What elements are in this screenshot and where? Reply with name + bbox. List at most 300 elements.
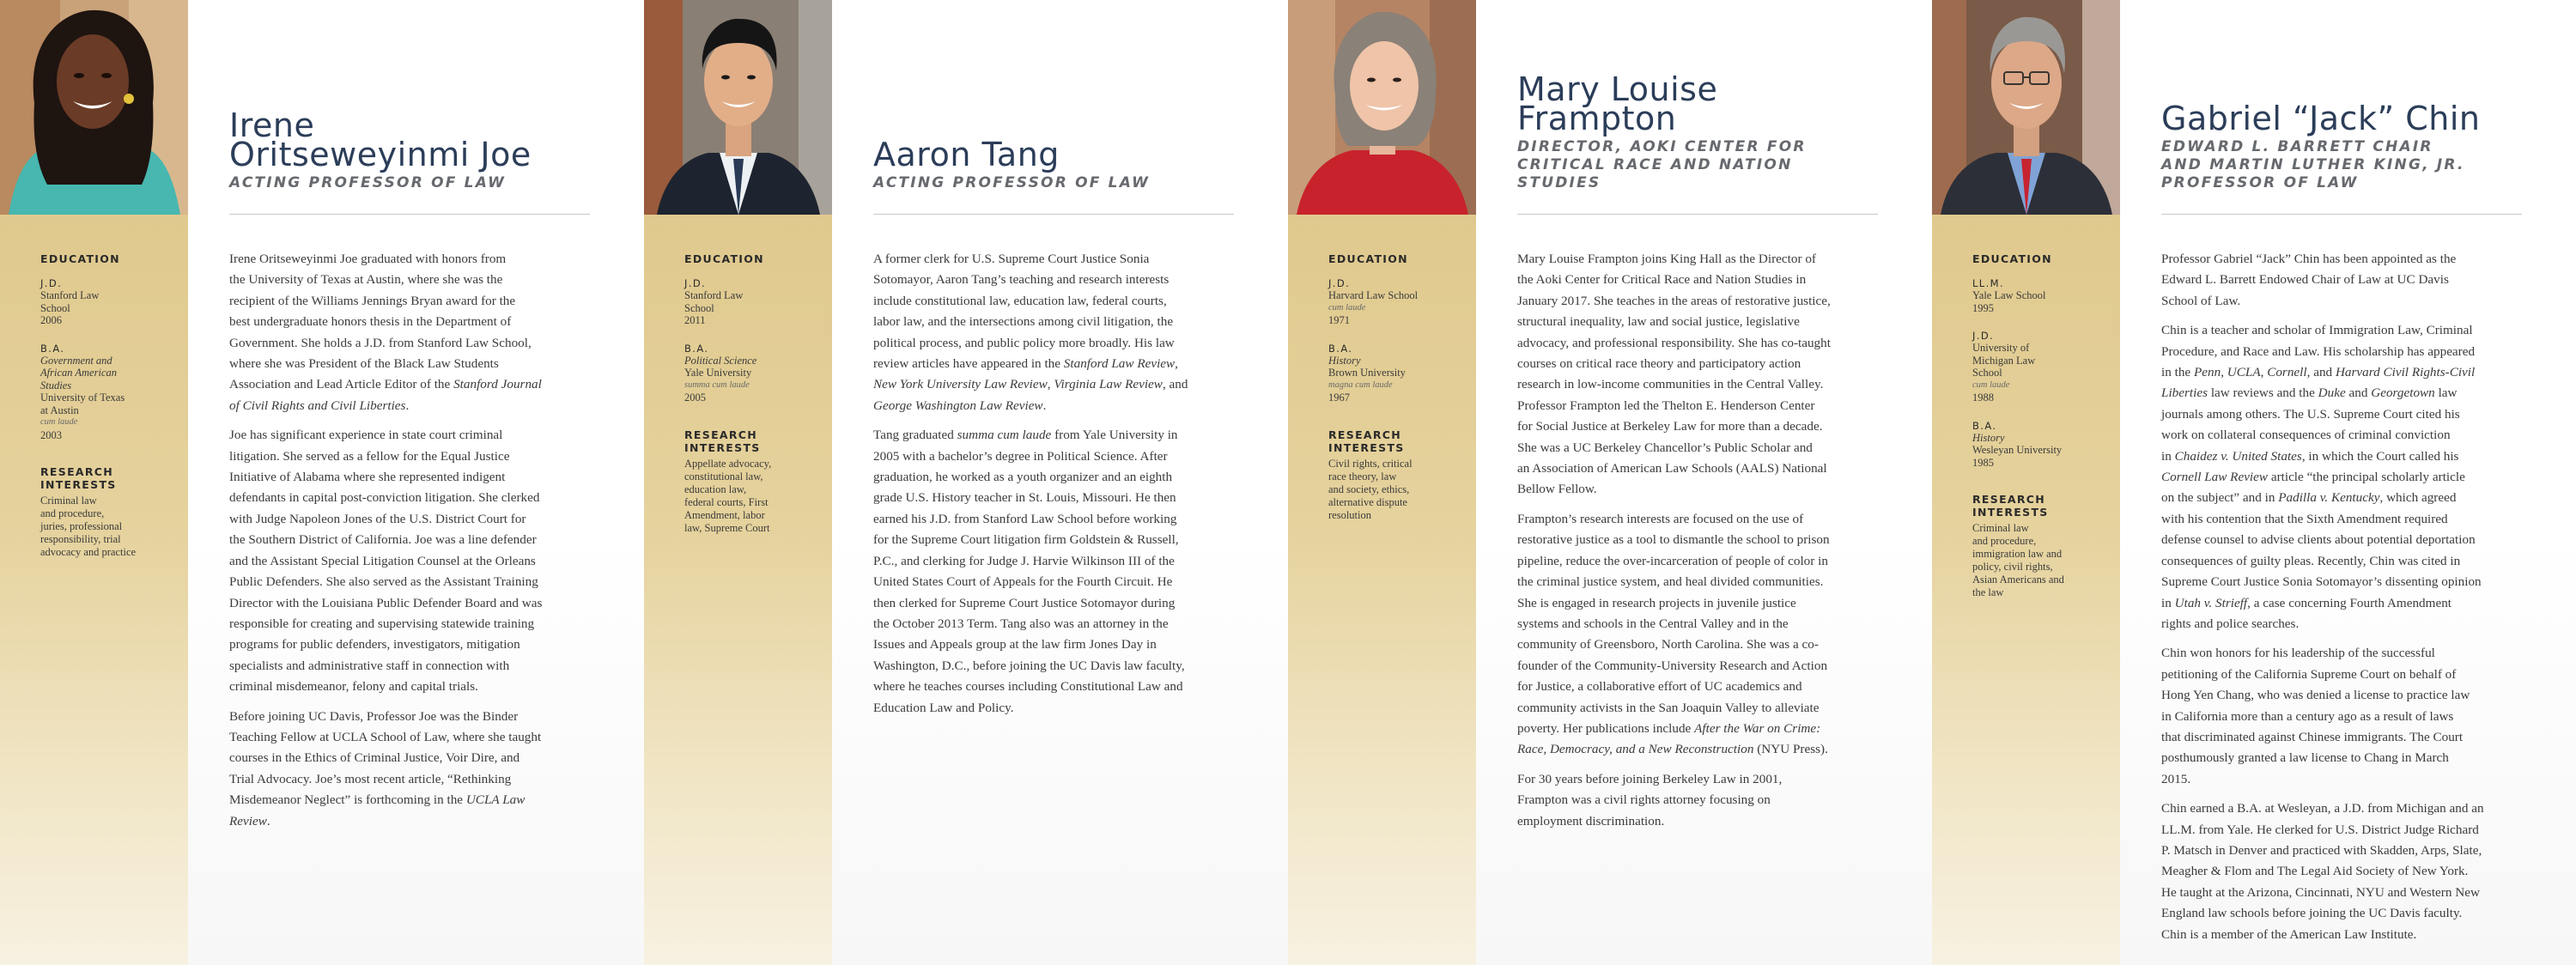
name-block xyxy=(873,136,1251,215)
research-line: Asian Americans and xyxy=(1972,574,2064,586)
bio-line xyxy=(873,551,1244,572)
faculty-name xyxy=(2161,100,2539,137)
research-heading: RESEARCH xyxy=(1972,493,2046,506)
bio-italic-text: Duke xyxy=(2318,385,2346,401)
bio-line xyxy=(2161,404,2532,425)
research-line: federal courts, First xyxy=(684,495,769,508)
bio-line xyxy=(873,312,1244,332)
bio-line xyxy=(1517,614,1888,634)
bio-text: posthumously granted a law license to Chang in March xyxy=(2161,750,2449,766)
bio-italic-text: New York University Law Review xyxy=(873,377,1048,392)
bio-line xyxy=(2161,383,2532,404)
name-block xyxy=(229,106,607,215)
major: History xyxy=(1328,354,1361,367)
main-column xyxy=(2120,0,2576,965)
degree-year: 1985 xyxy=(1972,456,1994,469)
bio-paragraph xyxy=(229,249,600,416)
research-line: alternative dispute xyxy=(1328,495,1407,508)
bio-line xyxy=(873,291,1244,312)
bio-italic-text: of Civil Rights and Civil Liberties xyxy=(229,398,406,413)
bio-text: , which agreed xyxy=(2379,490,2457,506)
bio-line xyxy=(1517,291,1888,312)
major: African American xyxy=(40,367,117,379)
bio-text: an Association of American Law Schools (AALS) National xyxy=(1517,461,1827,476)
bio-line xyxy=(2161,551,2532,572)
bio-text: work on collateral consequences of criminal conviction xyxy=(2161,428,2451,443)
title-line: ACTING PROFESSOR OF LAW xyxy=(873,174,1151,191)
bio-line xyxy=(2161,249,2532,270)
bio-text: best undergraduate honors thesis in the Department of xyxy=(229,314,512,330)
bio-line xyxy=(873,333,1244,354)
portrait-photo xyxy=(644,0,832,215)
bio-text: structural inequality, law and social justice, legislative xyxy=(1517,314,1800,330)
bio-line xyxy=(229,769,600,790)
bio-text: Procedure, and Race and Law. His scholarship has appeared xyxy=(2161,343,2476,359)
bio-line xyxy=(2161,903,2532,924)
main-column xyxy=(188,0,644,965)
bio-line xyxy=(1517,551,1888,572)
bio-line xyxy=(2161,748,2532,768)
bio-line xyxy=(229,811,600,832)
research-list xyxy=(1328,458,1466,522)
bio-text: Frampton was a civil rights attorney focusing on xyxy=(1517,792,1771,808)
bio-line xyxy=(229,396,600,416)
bio-italic-text: UCLA Law xyxy=(465,792,526,808)
bio-line xyxy=(2161,488,2532,508)
bio-text: in xyxy=(2161,595,2175,610)
bio-text: community activists in the San Joaquin Valley to alleviate xyxy=(1517,700,1820,715)
education-heading: EDUCATION xyxy=(1972,252,2052,265)
bio-line xyxy=(1517,656,1888,677)
bio-line xyxy=(873,656,1244,677)
bio-line xyxy=(229,467,600,488)
research-heading: INTERESTS xyxy=(1972,506,2049,519)
bio-text: , xyxy=(1047,377,1054,392)
research-heading: RESEARCH xyxy=(1328,428,1402,441)
honors: summa cum laude xyxy=(684,379,750,390)
bio-paragraph xyxy=(2161,320,2532,634)
bio-line xyxy=(2161,320,2532,341)
bio-text: for the Supreme Court litigation firm Goldstein & Russell, xyxy=(873,532,1179,548)
bio-line xyxy=(1517,739,1888,760)
bio-line xyxy=(1517,458,1888,479)
bio-line xyxy=(2161,861,2532,882)
bio-text: , xyxy=(1175,356,1178,372)
bio-line xyxy=(873,614,1244,634)
school-name: Michigan Law xyxy=(1972,354,2036,367)
bio-line xyxy=(229,790,600,810)
bio-text: recipient of the Williams Jennings Bryan award for the xyxy=(229,293,516,308)
research-line: policy, civil rights, xyxy=(1972,561,2053,573)
bio-line xyxy=(873,396,1244,416)
bio-italic-text: Penn xyxy=(2193,365,2221,380)
bio-line xyxy=(873,374,1244,395)
bio-line xyxy=(229,488,600,508)
bio-text: January 2017. She teaches in the areas of restorative justice, xyxy=(1517,293,1831,308)
bio-text: labor law, and the intersections among civil litigation, the xyxy=(873,314,1174,330)
bio-line xyxy=(2161,446,2532,467)
faculty-panel-4 xyxy=(1932,0,2576,965)
bio-text: Association and Lead Article Editor of the xyxy=(229,377,454,392)
bio-line xyxy=(1517,312,1888,332)
bio-line xyxy=(229,677,600,697)
bio-paragraph xyxy=(873,425,1244,719)
education-heading: EDUCATION xyxy=(1328,252,1408,265)
research-interests xyxy=(1972,493,2110,599)
research-interests xyxy=(1328,428,1466,522)
bio-italic-text: Stanford Journal xyxy=(453,377,542,392)
bio-text: specialists and administrative staff in connection with xyxy=(229,658,510,673)
bio-text: programs for public defenders, investigators, mitigation xyxy=(229,637,520,652)
bio-line xyxy=(2161,643,2532,664)
bio-text: then clerked for Supreme Court Justice Sotomayor during xyxy=(873,595,1176,610)
degree-label: J.D. xyxy=(40,277,63,289)
education-column xyxy=(40,252,178,559)
bio-text: Mary Louise Frampton joins King Hall as the Director of xyxy=(1517,252,1816,266)
bio-text: Bellow Fellow. xyxy=(1517,482,1597,497)
title-line: AND MARTIN LUTHER KING, JR. xyxy=(2161,156,2465,173)
bio-italic-text: UCLA xyxy=(2227,365,2261,380)
bio-line xyxy=(2161,665,2532,685)
bio-line xyxy=(229,291,600,312)
main-column xyxy=(832,0,1288,965)
bio-text: earned his J.D. from Stanford Law School before working xyxy=(873,511,1177,526)
bio-text: law reviews and the xyxy=(2208,385,2318,401)
bio-text: rights and police searches. xyxy=(2161,616,2300,631)
bio-text: restorative justice as a tool to dismantle the school to prison xyxy=(1517,532,1830,548)
bio-text: research in low-income communities in the Central Valley. xyxy=(1517,377,1824,392)
bio-line xyxy=(229,707,600,727)
degree-year: 2006 xyxy=(40,314,62,326)
bio-text: with Judge Napoleon Jones of the U.S. District Court for xyxy=(229,511,526,526)
research-list xyxy=(684,458,822,535)
bio-line xyxy=(2161,530,2532,550)
bio-text: 2015. xyxy=(2161,771,2191,786)
bio-paragraph xyxy=(873,249,1244,416)
degree-label: B.A. xyxy=(1972,419,1997,432)
bio-paragraph xyxy=(1517,249,1888,501)
research-interests xyxy=(40,465,178,559)
bio-text: England law schools before joining the UC Davis faculty. xyxy=(2161,906,2463,921)
research-line: immigration law and xyxy=(1972,548,2063,560)
faculty-title xyxy=(2161,138,2539,192)
school-name: Harvard Law School xyxy=(1328,289,1419,301)
bio-italic-text: Review xyxy=(229,813,267,828)
bio-line xyxy=(1517,719,1888,739)
research-heading: RESEARCH xyxy=(684,428,758,441)
sidebar xyxy=(644,0,832,965)
bio-line xyxy=(873,509,1244,530)
research-line: Criminal law xyxy=(1972,522,2029,534)
bio-text: law xyxy=(2434,385,2458,401)
bio-line xyxy=(873,572,1244,592)
bio-line xyxy=(229,333,600,354)
bio-line xyxy=(2161,467,2532,488)
bio-text: consequences of guilty pleas. Recently, Chin was cited in xyxy=(2161,553,2461,568)
bio-text: include constitutional law, education law, federal courts, xyxy=(873,293,1167,308)
honors: magna cum laude xyxy=(1328,379,1393,390)
bio-text: P.C., and clerking for Judge J. Harvie Wilkinson III of the xyxy=(873,553,1175,568)
bio-line xyxy=(1517,416,1888,437)
name-header xyxy=(1476,0,1932,215)
research-line: Amendment, labor xyxy=(684,508,765,521)
bio-text: advocacy, and professional responsibility. She has co-taught xyxy=(1517,335,1831,350)
portrait-photo xyxy=(1932,0,2120,215)
bio-text: courses on critical race theory and participatory action xyxy=(1517,356,1801,372)
name-line: Frampton xyxy=(1517,100,1677,137)
bio-text: Professor Gabriel “Jack” Chin has been appointed as the xyxy=(2161,252,2457,266)
bio-text: in xyxy=(2161,448,2175,464)
bio-paragraph xyxy=(229,707,600,832)
bio-line xyxy=(1517,374,1888,395)
bio-line xyxy=(229,425,600,446)
title-line: CRITICAL RACE AND NATION xyxy=(1517,156,1793,173)
bio-text: Teaching Fellow at UCLA School of Law, where she taught xyxy=(229,729,542,744)
bio-text: defendants in capital post-conviction litigation. She clerked xyxy=(229,490,540,506)
bio-line xyxy=(229,374,600,395)
bio-line xyxy=(2161,925,2532,945)
honors: cum laude xyxy=(40,417,78,427)
research-line: responsibility, trial xyxy=(40,533,121,545)
education-heading: EDUCATION xyxy=(40,252,120,265)
bio-line xyxy=(2161,769,2532,790)
bio-line xyxy=(229,593,600,614)
faculty-title xyxy=(229,174,607,192)
research-line: advocacy and practice xyxy=(40,546,137,558)
bio-line xyxy=(1517,479,1888,500)
bio-line xyxy=(2161,841,2532,861)
bio-text: Sotomayor, Aaron Tang’s teaching and research interests xyxy=(873,272,1170,288)
bio-text: Joe has significant experience in state court criminal xyxy=(229,428,503,443)
name-line: Aaron Tang xyxy=(873,136,1060,173)
name-block xyxy=(2161,100,2539,215)
bio-line xyxy=(1517,790,1888,810)
school-name: University of Texas xyxy=(40,391,125,404)
bio-text: . xyxy=(266,813,270,828)
bio-text: journals among others. The U.S. Supreme Court cited his xyxy=(2161,406,2460,422)
bio-text: United States Court of Appeals for the Fourth Circuit. He xyxy=(873,574,1173,590)
faculty-title xyxy=(1517,138,1895,192)
bio-line xyxy=(873,593,1244,614)
bio-line xyxy=(1517,354,1888,374)
bio-line xyxy=(873,446,1244,467)
research-list xyxy=(1972,522,2110,599)
bio-italic-text: Virginia Law Review xyxy=(1054,377,1163,392)
divider xyxy=(873,214,1234,215)
bio-text: A former clerk for U.S. Supreme Court Justice Sonia xyxy=(873,252,1150,266)
school-name: Wesleyan University xyxy=(1972,444,2063,456)
bio-text: Meagher & Flom and The Legal Aid Society of New York. xyxy=(2161,864,2469,879)
bio-line xyxy=(1517,396,1888,416)
name-line: Mary Louise xyxy=(1517,70,1718,108)
school-name: at Austin xyxy=(40,404,79,416)
bio-text: the Aoki Center for Critical Race and Nation Studies in xyxy=(1517,272,1807,288)
bio-paragraph xyxy=(2161,249,2532,312)
bio-text: , xyxy=(2221,365,2227,380)
bio-italic-text: Padilla v. Kentucky xyxy=(2278,490,2380,506)
bio-text: that discriminated against Chinese immigrants. The Court xyxy=(2161,729,2464,744)
bio-italic-text: summa cum laude xyxy=(957,428,1052,443)
bio-text: Before joining UC Davis, Professor Joe was the Binder xyxy=(229,708,519,724)
bio-text: article “the principal scholarly article xyxy=(2268,470,2465,485)
bio-line xyxy=(229,312,600,332)
major: Studies xyxy=(40,379,72,391)
bio-line xyxy=(229,727,600,748)
school-name: Stanford Law xyxy=(684,289,744,301)
name-block xyxy=(1517,70,1895,215)
degree-year: 1988 xyxy=(1972,391,1994,404)
bio-text: . xyxy=(1042,398,1047,413)
bio-text: (NYU Press). xyxy=(1753,742,1828,757)
name-header xyxy=(832,0,1288,215)
bio-italic-text: Cornell xyxy=(2267,365,2307,380)
biography xyxy=(2161,249,2532,954)
school-name: Brown University xyxy=(1328,367,1406,379)
bio-line xyxy=(229,748,600,768)
bio-text: where he teaches courses including Constitutional Law and xyxy=(873,679,1183,695)
bio-line xyxy=(2161,707,2532,727)
name-line: Irene xyxy=(229,106,315,144)
bio-text: Chin won honors for his leadership of the successful xyxy=(2161,646,2435,661)
major: Political Science xyxy=(684,354,757,367)
research-list xyxy=(40,495,178,559)
title-line: STUDIES xyxy=(1517,174,1601,191)
bio-text: Tang graduated xyxy=(873,428,957,443)
bio-text: , and xyxy=(1162,377,1188,392)
bio-line xyxy=(229,551,600,572)
degree-label: LL.M. xyxy=(1972,277,2005,289)
honors: cum laude xyxy=(1328,302,1366,313)
bio-line xyxy=(1517,593,1888,614)
bio-line xyxy=(2161,614,2532,634)
name-line: Gabriel “Jack” Chin xyxy=(2161,100,2481,137)
bio-text: with his contention that the Sixth Amendment required xyxy=(2161,511,2448,526)
faculty-panel-2 xyxy=(644,0,1288,965)
degree-label: B.A. xyxy=(684,342,709,355)
bio-line xyxy=(229,656,600,677)
research-line: Criminal law xyxy=(40,495,97,507)
bio-text: Education Law and Policy. xyxy=(873,700,1014,715)
research-line: race theory, law xyxy=(1328,470,1397,482)
bio-text: employment discrimination. xyxy=(1517,813,1665,828)
bio-text: for Justice, a collaborative effort of UC academics and xyxy=(1517,679,1802,695)
bio-line xyxy=(873,698,1244,719)
bio-line xyxy=(2161,883,2532,903)
education-column xyxy=(1972,252,2110,599)
portrait-photo xyxy=(1288,0,1476,215)
title-line: EDWARD L. BARRETT CHAIR xyxy=(2161,138,2433,155)
degree-label: J.D. xyxy=(1972,330,1995,342)
bio-text: Chin is a member of the American Law Institute. xyxy=(2161,926,2417,942)
bio-text: in California more than a century ago as a result of laws xyxy=(2161,708,2454,724)
bio-text: Initiative of Alabama where she represented indigent xyxy=(229,470,506,485)
bio-text: the October 2013 Term. Tang also was an attorney in the xyxy=(873,616,1169,631)
bio-line xyxy=(1517,698,1888,719)
research-line: and society, ethics, xyxy=(1328,482,1410,495)
bio-text: Washington, D.C., before joining the UC Davis law faculty, xyxy=(873,658,1185,673)
bio-text: pipeline, reduce the over-incarceration of people of color in xyxy=(1517,553,1828,568)
bio-text: 2005 with a bachelor’s degree in Political Science. After xyxy=(873,448,1168,464)
bio-text: , in which the Court called his xyxy=(2301,448,2459,464)
bio-line xyxy=(2161,593,2532,614)
bio-text: review articles have appeared in the xyxy=(873,356,1064,372)
faculty-panel-3 xyxy=(1288,0,1932,965)
faculty-name xyxy=(229,106,607,173)
bio-italic-text: Georgetown xyxy=(2371,385,2435,401)
degree-year: 1967 xyxy=(1328,391,1350,404)
bio-text: founder of the Community-University Research and Action xyxy=(1517,658,1828,673)
name-header xyxy=(2120,0,2576,215)
degree-label: B.A. xyxy=(1328,342,1353,355)
bio-text: on the subject” and in xyxy=(2161,490,2279,506)
research-line: Civil rights, critical xyxy=(1328,457,1413,470)
faculty-title xyxy=(873,174,1251,192)
school-name: School xyxy=(684,301,714,314)
research-line: the law xyxy=(1972,586,2004,598)
bio-line xyxy=(873,270,1244,290)
bio-text: Chin is a teacher and scholar of Immigration Law, Criminal xyxy=(2161,323,2473,338)
bio-line xyxy=(2161,291,2532,312)
bio-line xyxy=(2161,727,2532,748)
biography xyxy=(873,249,1244,727)
bio-text: School of Law. xyxy=(2161,293,2241,308)
research-line: Appellate advocacy, xyxy=(684,457,772,470)
faculty-name xyxy=(1517,70,1895,137)
bio-text: Trial Advocacy. Joe’s most recent article, “Rethinking xyxy=(229,771,512,786)
bio-line xyxy=(229,614,600,634)
bio-paragraph xyxy=(1517,769,1888,832)
bio-text: Edward L. Barrett Endowed Chair of Law at UC Davis xyxy=(2161,272,2449,288)
bio-text: political process, and public policy more broadly. His law xyxy=(873,335,1175,350)
bio-text: the Southern District of California. Joe was a line defender xyxy=(229,532,537,548)
bio-text: Professor Frampton led the Thelton E. Henderson Center xyxy=(1517,398,1815,413)
bio-line xyxy=(2161,820,2532,841)
bio-line xyxy=(2161,342,2532,362)
bio-line xyxy=(1517,249,1888,270)
school-name: Yale University xyxy=(684,367,752,379)
bio-text: the University of Texas at Austin, where she was the xyxy=(229,272,503,288)
bio-line xyxy=(229,530,600,550)
bio-text: Issues and Appeals group at the law firm Jones Day in xyxy=(873,637,1157,652)
bio-text: and xyxy=(2345,385,2372,401)
bio-line xyxy=(1517,270,1888,290)
bio-text: from Yale University in xyxy=(1051,428,1178,443)
bio-text: poverty. Her publications include xyxy=(1517,720,1695,736)
bio-line xyxy=(229,354,600,374)
degree-label: B.A. xyxy=(40,342,65,355)
bio-line xyxy=(1517,677,1888,697)
bio-text: grade U.S. History teacher in St. Louis, Missouri. He then xyxy=(873,490,1176,506)
bio-italic-text: Stanford Law Review xyxy=(1063,356,1176,372)
education-heading: EDUCATION xyxy=(684,252,764,265)
honors: cum laude xyxy=(1972,379,2010,390)
bio-italic-text: Liberties xyxy=(2161,385,2208,401)
degree-year: 1971 xyxy=(1328,314,1350,326)
bio-line xyxy=(229,249,600,270)
bio-line xyxy=(2161,362,2532,383)
bio-text: Government. She holds a J.D. from Stanford Law School, xyxy=(229,335,532,350)
bio-text: responsible for creating and supervising statewide training xyxy=(229,616,535,631)
bio-text: He taught at the Arizona, Cincinnati, NYU and Western New xyxy=(2161,884,2480,900)
bio-line xyxy=(873,467,1244,488)
bio-paragraph xyxy=(2161,643,2532,790)
bio-line xyxy=(229,270,600,290)
bio-text: defense counsel to advise clients about potential deportation xyxy=(2161,532,2476,548)
bio-text: petitioning of the California Supreme Court on behalf of xyxy=(2161,666,2457,682)
bio-italic-text: Utah v. Strieff xyxy=(2174,595,2248,610)
bio-italic-text: Chaidez v. United States xyxy=(2174,448,2302,464)
research-line: and procedure, xyxy=(1972,535,2037,547)
